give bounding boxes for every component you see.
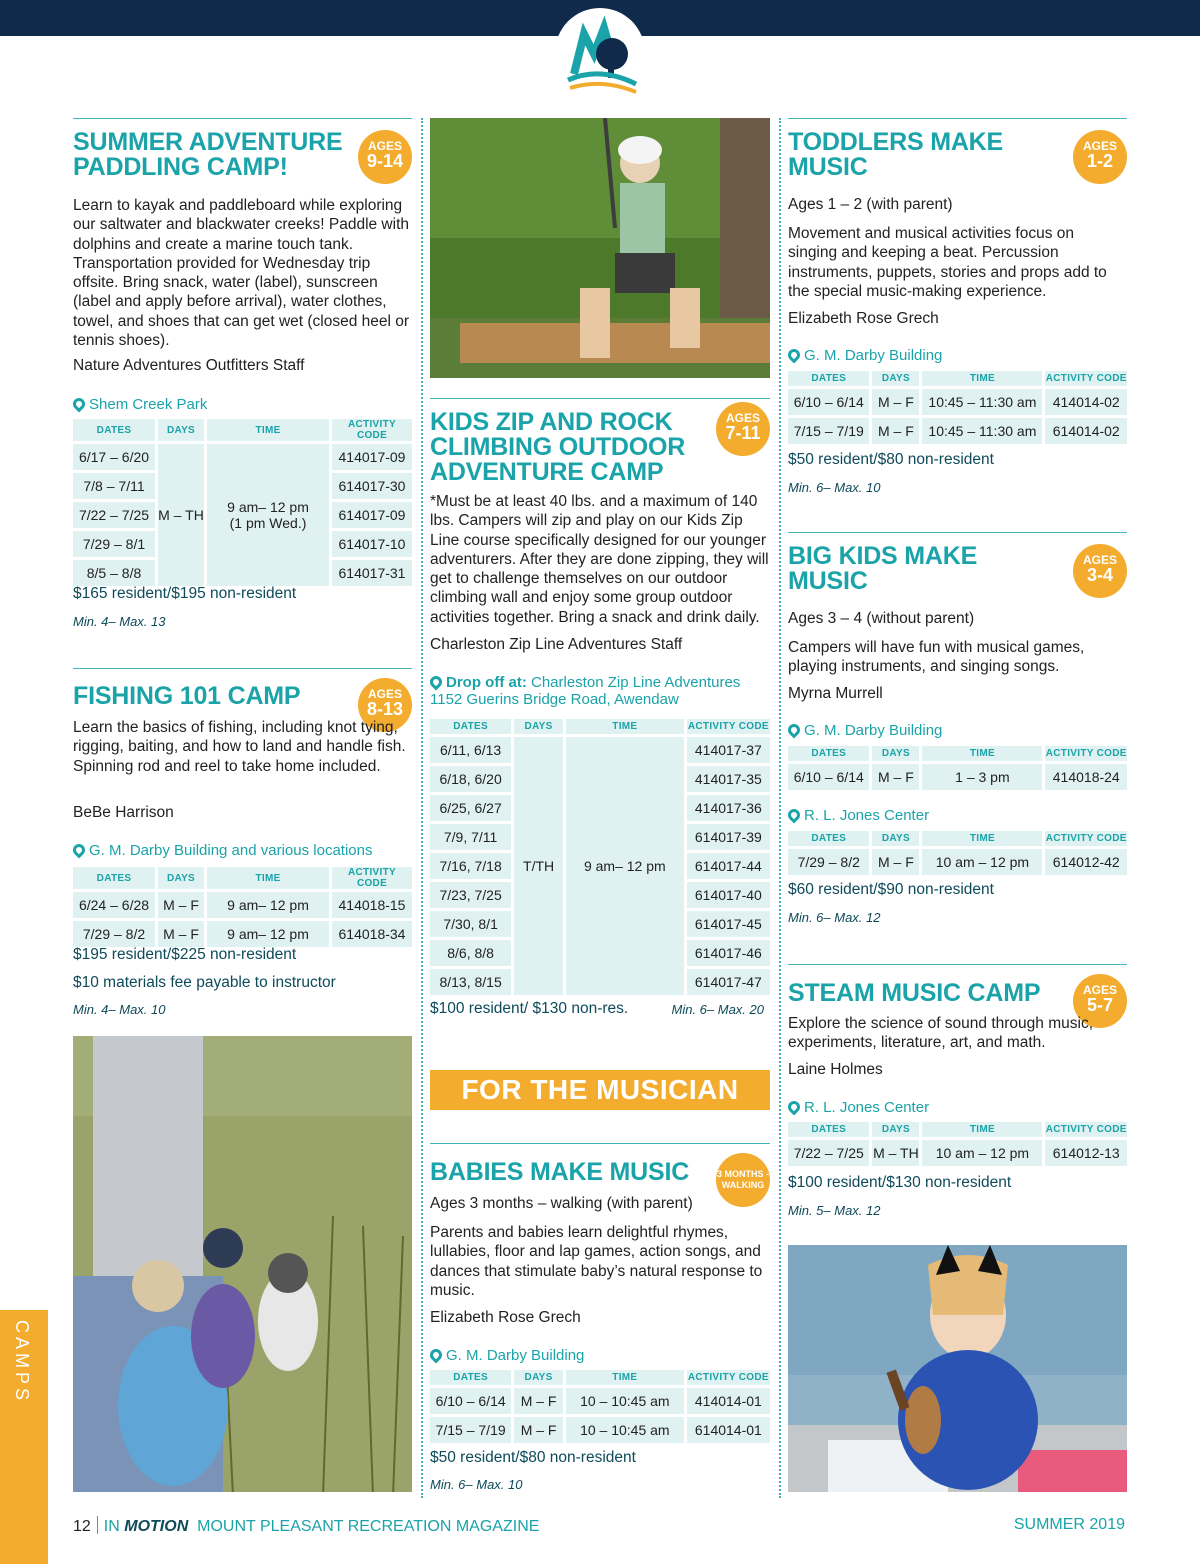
badge-label: AGES: [367, 687, 402, 701]
section-title: TODDLERS MAKE MUSIC: [788, 128, 1004, 181]
cell-code[interactable]: 614014-01: [687, 1417, 770, 1443]
col-header: TIME: [207, 419, 329, 441]
cell-time: 10 – 10:45 am: [566, 1388, 684, 1414]
price: $165 resident/$195 non-resident: [73, 585, 297, 602]
table-row: [73, 921, 412, 947]
schedule-table: [70, 864, 415, 950]
cell-dates: 7/22 – 7/25: [788, 1140, 869, 1166]
badge-ages: 3-4: [1086, 565, 1113, 585]
cell-days: M – F: [872, 389, 919, 415]
for-the-musician-banner: FOR THE MUSICIAN: [430, 1070, 770, 1110]
table-row: [788, 389, 1127, 415]
badge-ages: 5-7: [1086, 995, 1113, 1015]
cell-dates: 8/6, 8/8: [430, 940, 511, 966]
min-max: Min. 6– Max. 12: [788, 910, 881, 925]
location-text: G. M. Darby Building: [804, 722, 943, 739]
col-header: DAYS: [872, 1122, 919, 1137]
photo-illustration: [430, 118, 770, 378]
cell-time: 10 am – 12 pm: [922, 849, 1042, 875]
cell-days: M – TH: [158, 444, 204, 586]
col-header: DATES: [788, 1122, 869, 1137]
table-row: [430, 1388, 770, 1414]
min-max: Min. 4– Max. 13: [73, 614, 166, 629]
location[interactable]: [73, 842, 372, 859]
badge-label: AGES: [725, 411, 760, 425]
col-header: DATES: [788, 831, 869, 846]
map-pin-icon: [786, 722, 803, 739]
cell-code[interactable]: 414017-37: [687, 737, 770, 763]
cell-code[interactable]: 614017-47: [687, 969, 770, 995]
section-rule: [73, 118, 412, 119]
section-description: Learn to kayak and paddleboard while exploring our saltwater and blackwater creeks! Paddle with dolphins and create a marine touch tank. Transportation provided for Wednesday trip offsite. Bring snack, water (label), sunscreen (label and apply before arrival), water clothes, towel, and shoes that can get wet (closed heel or tennis shoes).: [73, 197, 410, 350]
cell-dates: 6/10 – 6/14: [430, 1388, 511, 1414]
cell-days: M – F: [872, 418, 919, 444]
cell-code[interactable]: 614014-02: [1045, 418, 1127, 444]
col-header: ACTIVITY CODE: [332, 419, 412, 441]
table-row: [788, 764, 1127, 790]
cell-code[interactable]: 614017-31: [332, 560, 412, 586]
cell-dates: 6/10 – 6/14: [788, 389, 869, 415]
schedule-table: [785, 368, 1130, 447]
cell-code[interactable]: 414018-24: [1045, 764, 1127, 790]
kids-fishing-photo: [73, 1036, 412, 1492]
cell-dates: 7/30, 8/1: [430, 911, 511, 937]
photo-illustration: [73, 1036, 412, 1492]
cell-code[interactable]: 414017-36: [687, 795, 770, 821]
location[interactable]: [73, 396, 207, 413]
cell-code[interactable]: 614017-46: [687, 940, 770, 966]
cell-code[interactable]: 614017-40: [687, 882, 770, 908]
section-title: KIDS ZIP AND ROCK CLIMBING OUTDOOR ADVENTURE CAMP: [430, 408, 686, 486]
cell-days: M – F: [514, 1388, 563, 1414]
schedule-table: [785, 828, 1130, 878]
col-header: TIME: [922, 371, 1042, 386]
footer-right: [1014, 1516, 1125, 1534]
cell-time: [207, 444, 329, 586]
min-max: Min. 6– Max. 10: [430, 1477, 523, 1492]
map-pin-icon: [786, 1099, 803, 1116]
cell-time: 9 am– 12 pm: [566, 737, 684, 995]
cell-days: M – F: [158, 892, 204, 918]
cell-time: 10:45 – 11:30 am: [922, 389, 1042, 415]
badge-label: AGES: [1082, 983, 1117, 997]
price: $60 resident/$90 non-resident: [788, 881, 994, 898]
col-header: DAYS: [158, 867, 204, 889]
section-rule: [73, 668, 412, 669]
camps-side-tab: [0, 1310, 48, 1564]
cell-dates: 8/13, 8/15: [430, 969, 511, 995]
cell-days: M – F: [158, 921, 204, 947]
cell-dates: 8/5 – 8/8: [73, 560, 155, 586]
age-range: Ages 3 months – walking (with parent): [430, 1195, 693, 1212]
instructor: Charleston Zip Line Adventures Staff: [430, 636, 683, 653]
drop-place: Charleston Zip Line Adventures: [531, 674, 741, 691]
cell-code[interactable]: 614018-34: [332, 921, 412, 947]
cell-dates: 7/15 – 7/19: [788, 418, 869, 444]
col-header: ACTIVITY CODE: [1045, 1124, 1127, 1135]
age-badge: [716, 1153, 770, 1207]
location-text: R. L. Jones Center: [804, 807, 930, 824]
section-rule: [430, 1143, 770, 1144]
price: $100 resident/$130 non-resident: [788, 1174, 1012, 1191]
col-header: ACTIVITY CODE: [332, 867, 412, 889]
col-header: ACTIVITY CODE: [1045, 748, 1127, 759]
map-pin-icon: [428, 674, 445, 691]
column-divider: [779, 118, 781, 1498]
col-header: TIME: [566, 719, 684, 734]
footer-magazine: MOUNT PLEASANT RECREATION MAGAZINE: [197, 1518, 540, 1535]
cell-code[interactable]: 414017-09: [332, 444, 412, 470]
cell-code[interactable]: 414014-01: [687, 1388, 770, 1414]
child-ukulele-photo: [788, 1245, 1127, 1492]
age-range: Ages 1 – 2 (with parent): [788, 196, 953, 213]
location-text: G. M. Darby Building: [804, 347, 943, 364]
materials-fee: $10 materials fee payable to instructor: [73, 974, 336, 991]
age-badge: [716, 402, 770, 456]
photo-illustration: [788, 1245, 1127, 1492]
cell-time: 9 am– 12 pm: [207, 892, 329, 918]
cell-dates: 7/16, 7/18: [430, 853, 511, 879]
cell-dates: 7/22 – 7/25: [73, 502, 155, 528]
col-header: DAYS: [514, 1370, 563, 1385]
badge-ages: 1-2: [1086, 151, 1113, 171]
col-header: DAYS: [872, 371, 919, 386]
table-row: [788, 418, 1127, 444]
column-right: [788, 118, 1127, 1218]
col-header: DAYS: [514, 719, 563, 734]
location[interactable]: [788, 1099, 929, 1116]
cell-code[interactable]: 414017-35: [687, 766, 770, 792]
instructor: Elizabeth Rose Grech: [430, 1309, 581, 1326]
col-header: ACTIVITY CODE: [687, 1372, 769, 1383]
cell-time: 1 – 3 pm: [922, 764, 1042, 790]
location-text: R. L. Jones Center: [804, 1099, 930, 1116]
footer-season: SUMMER 2019: [1013, 1516, 1125, 1533]
cell-dates: 7/9, 7/11: [430, 824, 511, 850]
location[interactable]: [788, 807, 929, 824]
bigkids-music-section: [788, 542, 1127, 925]
col-header: DATES: [430, 1370, 511, 1385]
schedule-table: [70, 416, 415, 589]
col-header: DATES: [73, 867, 155, 889]
cell-code[interactable]: 614012-42: [1045, 849, 1127, 875]
page-number: 12: [73, 1518, 91, 1535]
zipline-photo: [430, 118, 770, 378]
location-text: G. M. Darby Building: [446, 1347, 585, 1364]
cell-code[interactable]: 614017-30: [332, 473, 412, 499]
drop-off-location[interactable]: [430, 674, 740, 708]
section-title: BIG KIDS MAKE MUSIC: [788, 542, 978, 595]
age-badge: [1073, 544, 1127, 598]
col-header: TIME: [922, 831, 1042, 846]
age-badge: [358, 130, 412, 184]
age-range: Ages 3 – 4 (without parent): [788, 610, 975, 627]
col-header: ACTIVITY CODE: [687, 721, 769, 732]
cell-time: 9 am– 12 pm: [207, 921, 329, 947]
schedule-table: [785, 743, 1130, 793]
map-pin-icon: [71, 842, 88, 859]
section-description: Movement and musical activities focus on singing and keeping a beat. Percussion instruments, puppets, stories and props add to the special music-making experience.: [788, 225, 1107, 300]
cell-dates: 7/29 – 8/1: [73, 531, 155, 557]
drop-address: 1152 Guerins Bridge Road, Awendaw: [430, 691, 679, 708]
col-header: DATES: [788, 371, 869, 386]
col-header: ACTIVITY CODE: [1045, 833, 1127, 844]
badge-ages: 8-13: [366, 699, 404, 719]
cell-days: M – F: [872, 764, 919, 790]
map-pin-icon: [786, 807, 803, 824]
instructor: Elizabeth Rose Grech: [788, 310, 939, 327]
cell-code[interactable]: 614017-10: [332, 531, 412, 557]
schedule-table: [427, 1367, 773, 1446]
col-header: TIME: [922, 1122, 1042, 1137]
section-title: STEAM MUSIC CAMP: [788, 979, 1041, 1007]
column-middle-lower: [430, 1143, 770, 1492]
cell-days: M – TH: [872, 1140, 919, 1166]
location-text: G. M. Darby Building and various locations: [89, 842, 373, 859]
price: $50 resident/$80 non-resident: [430, 1449, 636, 1466]
cell-code[interactable]: 414018-15: [332, 892, 412, 918]
cell-code[interactable]: 414014-02: [1045, 389, 1127, 415]
cell-days: T/TH: [514, 737, 563, 995]
section-title: SUMMER ADVENTURE PADDLING CAMP!: [73, 128, 343, 181]
section-rule: [788, 964, 1127, 965]
cell-dates: 6/24 – 6/28: [73, 892, 155, 918]
cell-time: 10:45 – 11:30 am: [922, 418, 1042, 444]
instructor: Nature Adventures Outfitters Staff: [73, 357, 305, 374]
col-header: TIME: [207, 867, 329, 889]
col-header: DAYS: [872, 746, 919, 761]
col-header: DAYS: [158, 419, 204, 441]
cell-dates: 7/8 – 7/11: [73, 473, 155, 499]
schedule-table: [427, 716, 773, 998]
price: $100 resident/ $130 non-res.: [430, 1000, 629, 1017]
cell-dates: 6/11, 6/13: [430, 737, 511, 763]
cell-dates: 6/10 – 6/14: [788, 764, 869, 790]
table-row: [430, 1417, 770, 1443]
map-pin-icon: [71, 396, 88, 413]
price: $50 resident/$80 non-resident: [788, 451, 994, 468]
footer-left: [73, 1516, 539, 1536]
cell-dates: 7/29 – 8/2: [73, 921, 155, 947]
section-description: Campers will have fun with musical games, playing instruments, and singing songs.: [788, 639, 1085, 676]
age-badge: [1073, 130, 1127, 184]
map-pin-icon: [428, 1347, 445, 1364]
location[interactable]: [788, 347, 942, 364]
section-title: BABIES MAKE MUSIC: [430, 1158, 690, 1186]
time-text: 9 am– 12 pm: [227, 499, 309, 515]
section-description: Parents and babies learn delightful rhymes, lullabies, floor and lap games, action songs, and dances that stimulate baby’s natural response to music.: [430, 1224, 763, 1299]
col-header: DAYS: [872, 831, 919, 846]
min-max: Min. 5– Max. 12: [788, 1203, 881, 1218]
col-header: TIME: [922, 746, 1042, 761]
price: $195 resident/$225 non-resident: [73, 946, 297, 963]
schedule-table: [785, 1119, 1130, 1169]
badge-label: AGES: [367, 139, 402, 153]
col-header: TIME: [566, 1370, 684, 1385]
instructor: Laine Holmes: [788, 1061, 883, 1078]
cell-time: 10 – 10:45 am: [566, 1417, 684, 1443]
badge-ages: 9-14: [366, 151, 404, 171]
footer-divider: [97, 1516, 98, 1534]
cell-time: 10 am – 12 pm: [922, 1140, 1042, 1166]
section-description: Explore the science of sound through music, experiments, literature, art, and math.: [788, 1015, 1094, 1052]
park-logo-icon: [560, 14, 640, 94]
col-header: DATES: [73, 419, 155, 441]
toddlers-music-section: [788, 128, 1127, 495]
section-rule: [788, 118, 1127, 119]
table-row: [788, 1140, 1127, 1166]
section-rule: [788, 532, 1127, 533]
location[interactable]: [788, 722, 942, 739]
badge-ages: 7-11: [725, 423, 761, 443]
column-left: [73, 118, 412, 1017]
cell-code[interactable]: 614012-13: [1045, 1140, 1127, 1166]
map-pin-icon: [786, 347, 803, 364]
section-description: Learn the basics of fishing, including knot tying, rigging, baiting, and how to land and handle fish. Spinning rod and reel to take home included.: [73, 719, 406, 775]
cell-dates: 7/29 – 8/2: [788, 849, 869, 875]
section-title: FISHING 101 CAMP: [73, 682, 301, 710]
cell-code[interactable]: 614017-39: [687, 824, 770, 850]
location-text: Shem Creek Park: [89, 396, 208, 413]
cell-dates: 6/25, 6/27: [430, 795, 511, 821]
badge-ages: WALKING: [721, 1180, 765, 1190]
section-rule: [430, 398, 770, 399]
table-row: [73, 892, 412, 918]
cell-code[interactable]: 614017-45: [687, 911, 770, 937]
min-max: Min. 6– Max. 20: [671, 1002, 764, 1017]
instructor: Myrna Murrell: [788, 685, 883, 702]
col-header: DATES: [788, 746, 869, 761]
table-row: [73, 444, 412, 470]
instructor: BeBe Harrison: [73, 804, 174, 821]
cell-code[interactable]: 614017-44: [687, 853, 770, 879]
min-max: Min. 4– Max. 10: [73, 1002, 166, 1017]
cell-dates: 7/15 – 7/19: [430, 1417, 511, 1443]
col-header: ACTIVITY CODE: [1045, 373, 1127, 384]
col-header: DATES: [430, 719, 511, 734]
time-note: (1 pm Wed.): [229, 515, 307, 531]
badge-label: 3 MONTHS -: [716, 1169, 769, 1179]
footer-in: IN: [103, 1518, 120, 1535]
badge-label: AGES: [1082, 139, 1117, 153]
cell-dates: 6/18, 6/20: [430, 766, 511, 792]
column-divider: [421, 118, 423, 1498]
table-row: [430, 737, 770, 763]
section-description: *Must be at least 40 lbs. and a maximum of 140 lbs. Campers will zip and play on our Kids Zip Line course specifically designed for our younger adventurers. After they are done zipping, they will get to challenge themselves on our outdoor climbing wall and enjoy some group outdoor activities together. Bring a snack and drink daily.: [430, 493, 769, 626]
cell-code[interactable]: 614017-09: [332, 502, 412, 528]
cell-dates: 7/23, 7/25: [430, 882, 511, 908]
cell-dates: 6/17 – 6/20: [73, 444, 155, 470]
drop-label: Drop off at:: [446, 674, 527, 691]
cell-days: M – F: [514, 1417, 563, 1443]
min-max: Min. 6– Max. 10: [788, 480, 881, 495]
cell-days: M – F: [872, 849, 919, 875]
side-tab-label: CAMPS: [12, 1320, 32, 1405]
table-row: [788, 849, 1127, 875]
badge-label: AGES: [1082, 553, 1117, 567]
location[interactable]: [430, 1347, 584, 1364]
footer-motion: MOTION: [124, 1518, 189, 1535]
paddling-camp-section: [73, 128, 412, 629]
